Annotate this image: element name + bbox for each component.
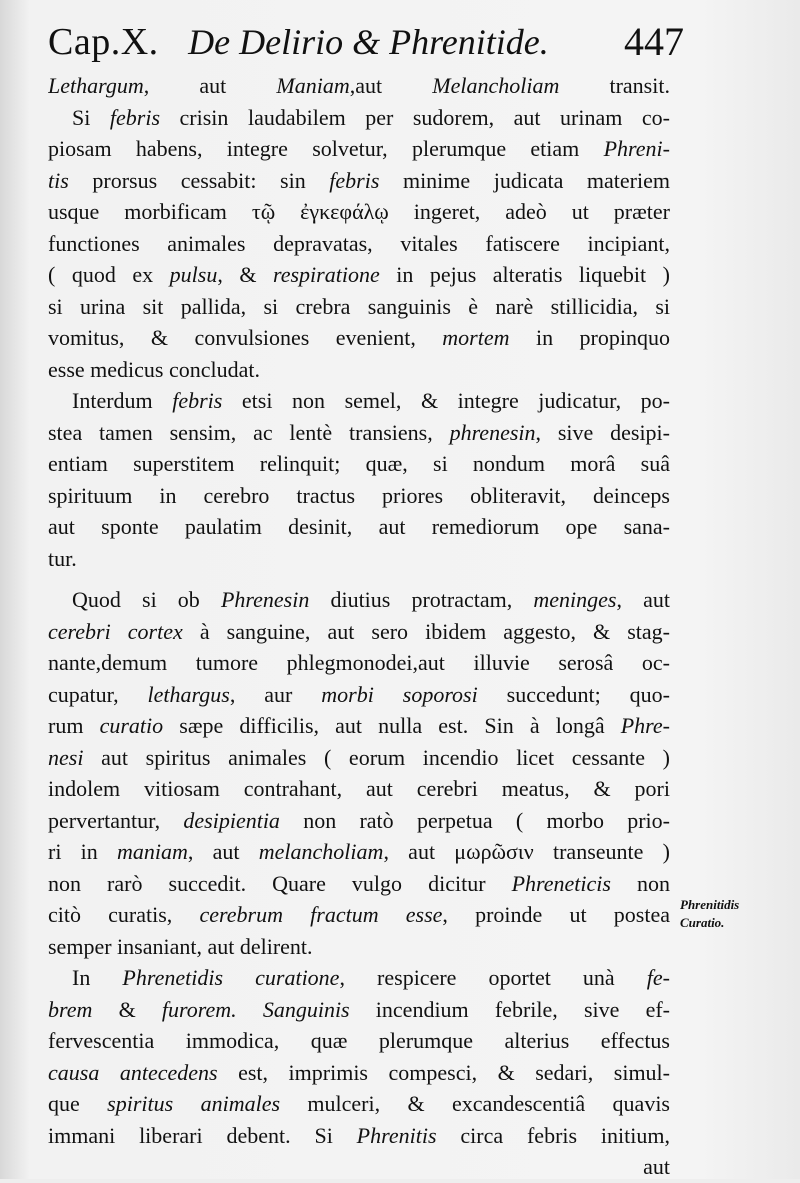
text-line (48, 710, 670, 742)
italic-text: febris (172, 388, 223, 413)
italic-text: febris (329, 167, 380, 193)
text-line (48, 291, 670, 323)
text-run: transit. (559, 73, 670, 98)
text-run: diutius protractam, (309, 587, 534, 612)
text-run: citò curatis, (48, 902, 200, 927)
italic-text: Phrenitis (356, 1122, 437, 1148)
italic-text: spiritus animales (107, 1091, 281, 1116)
text-run: immani liberari debent. Si (48, 1122, 357, 1148)
text-run: cupatur, (48, 681, 148, 707)
text-run: nante,demum tumore phlegmonodei,aut illuvie serosâ oc- (48, 650, 670, 675)
text-line (48, 742, 670, 774)
text-line (48, 196, 670, 228)
text-run: , aut (187, 839, 259, 864)
text-run: crisin laudabilem per sudorem, aut urinam co- (160, 104, 670, 130)
text-line (48, 511, 670, 543)
italic-text: Phrenesin (220, 587, 310, 612)
text-line (48, 962, 670, 994)
text-run: & (92, 996, 162, 1022)
italic-text: lethargus (147, 681, 230, 707)
text-line (48, 931, 670, 963)
italic-text: brem (48, 996, 93, 1022)
italic-text: Phrenetidis curatione (122, 965, 340, 990)
text-run: est, imprimis compesci, & sedari, simul- (217, 1059, 670, 1085)
italic-text: Phre- (620, 713, 670, 738)
italic-text: causa antecedens (48, 1059, 218, 1085)
text-run: , aut (143, 73, 277, 98)
text-run: tur. (48, 545, 77, 571)
text-run: circa febris initium, (436, 1122, 670, 1148)
text-run: in propinquo (509, 325, 670, 350)
text-run: succedunt; quo- (477, 681, 670, 707)
italic-text: desipientia (183, 807, 280, 833)
text-run: minime judicata materiem (379, 167, 670, 193)
text-line (48, 165, 670, 197)
chapter-title: De Delirio & Phrenitide. (188, 22, 549, 62)
text-run: piosam habens, integre solvetur, plerumque etiam (48, 136, 604, 161)
chapter-label: Cap.X. (48, 21, 159, 63)
text-line (48, 616, 670, 648)
italic-text: respiratione (272, 262, 380, 287)
italic-text: Phreni- (603, 136, 670, 161)
text-run: Quod si ob (72, 587, 221, 612)
text-line (48, 448, 670, 480)
italic-text: pulsu (169, 262, 218, 287)
italic-text: meninges (533, 587, 617, 612)
text-run: prorsus cessabit: sin (68, 167, 330, 193)
italic-text: morbi soporosi (321, 681, 478, 707)
margin-note (680, 896, 790, 932)
italic-text: phrenesin (449, 419, 536, 445)
italic-text: febris (109, 104, 161, 130)
italic-text: Maniam (276, 73, 350, 98)
text-line (48, 102, 670, 134)
text-run: , sive desipi- (535, 419, 670, 445)
text-run: , aut (616, 587, 670, 612)
text-run: non rarò succedit. Quare vulgo dicitur (48, 870, 512, 896)
text-run: esse medicus concludat. (48, 356, 260, 382)
italic-text: maniam (117, 839, 188, 864)
text-line (48, 543, 670, 575)
text-run: , respicere oportet unà (339, 965, 647, 990)
text-line (48, 1088, 670, 1120)
text-run: , proinde ut postea (442, 902, 670, 927)
text-line (48, 679, 670, 711)
text-line (48, 354, 670, 386)
text-line (48, 899, 670, 931)
text-line (48, 133, 670, 165)
italic-text: fe- (646, 965, 670, 990)
text-line (48, 259, 670, 291)
text-run: functiones animales depravatas, vitales fatiscere incipiant, (48, 230, 670, 256)
text-run: ( quod ex (48, 262, 170, 287)
text-run: non (610, 870, 670, 896)
italic-text: cerebrum fractum esse (199, 902, 443, 927)
italic-text: Phreneticis (511, 870, 611, 896)
text-run: pervertantur, (48, 807, 184, 833)
italic-text: tis (48, 167, 69, 193)
text-line (48, 994, 670, 1026)
text-run: etsi non semel, & integre judicatur, po- (222, 388, 670, 413)
text-run: rum (48, 713, 100, 738)
italic-text: melancholiam (258, 839, 384, 864)
text-line (48, 1025, 670, 1057)
text-run: indolem vitiosam contrahant, aut cerebri meatus, & pori (48, 776, 670, 801)
text-run: In (72, 965, 123, 990)
text-run: stea tamen sensim, ac lentè transiens, (48, 419, 450, 445)
text-line (48, 385, 670, 417)
catchword: aut (643, 1154, 670, 1179)
paragraph-gap (48, 574, 670, 584)
text-run: Si (72, 104, 110, 130)
text-run: mulceri, & excandescentiâ quavis (280, 1091, 670, 1116)
text-line (48, 584, 670, 616)
text-run: usque morbificam τῷ ἐγκεφάλῳ ingeret, adeò ut præter (48, 199, 670, 224)
text-run: ri in (48, 839, 118, 864)
text-run: spirituum in cerebro tractus priores obliteravit, deinceps (48, 482, 670, 508)
text-run: entiam superstitem relinquit; quæ, si nondum morâ suâ (48, 451, 670, 476)
text-run: vomitus, & convulsiones evenient, (48, 325, 443, 350)
text-line (48, 228, 670, 260)
text-run: aut spiritus animales ( eorum incendio licet cessante ) (83, 744, 670, 770)
text-run: incendium febrile, sive ef- (349, 996, 670, 1022)
running-header (48, 14, 684, 70)
italic-text: curatio (99, 713, 164, 738)
text-run: à sanguine, aut sero ibidem aggesto, & stag- (182, 618, 670, 644)
text-run: fervescentia immodica, quæ plerumque alterius effectus (48, 1028, 670, 1053)
text-line (48, 322, 670, 354)
body-text (48, 70, 670, 1183)
text-line (48, 836, 670, 868)
page-number: 447 (624, 19, 684, 64)
text-line (48, 805, 670, 837)
text-run: que (48, 1091, 108, 1116)
text-run: semper insaniant, aut delirent. (48, 933, 313, 959)
text-run: in pejus alteratis liquebit ) (379, 262, 670, 287)
text-run: , aut μωρῶσιν transeunte ) (383, 839, 670, 864)
text-run: sæpe difficilis, aut nulla est. Sin à longâ (163, 713, 621, 738)
text-run: non ratò perpetua ( morbo prio- (279, 807, 670, 833)
italic-text: mortem (442, 325, 510, 350)
text-line (48, 70, 670, 102)
text-run: Interdum (72, 388, 173, 413)
text-line (48, 773, 670, 805)
italic-text: Lethargum (48, 73, 144, 98)
text-line (48, 868, 670, 900)
text-line (48, 647, 670, 679)
text-run: , & (217, 262, 273, 287)
text-run: aut sponte paulatim desinit, aut remediorum ope sana- (48, 514, 670, 539)
margin-note-line: Curatio. (680, 915, 725, 930)
italic-text: nesi (48, 744, 84, 770)
margin-note-line: Phrenitidis (680, 897, 740, 912)
italic-text: furorem. Sanguinis (161, 996, 350, 1022)
text-line (48, 480, 670, 512)
text-run: si urina sit pallida, si crebra sanguinis è narè stillicidia, si (48, 293, 670, 319)
text-run: , aur (229, 681, 322, 707)
italic-text: Melancholiam (432, 73, 560, 98)
text-line (48, 417, 670, 449)
text-line (48, 1057, 670, 1089)
text-run: ,aut (349, 73, 433, 98)
text-line (48, 1120, 670, 1152)
italic-text: cerebri cortex (48, 618, 183, 644)
